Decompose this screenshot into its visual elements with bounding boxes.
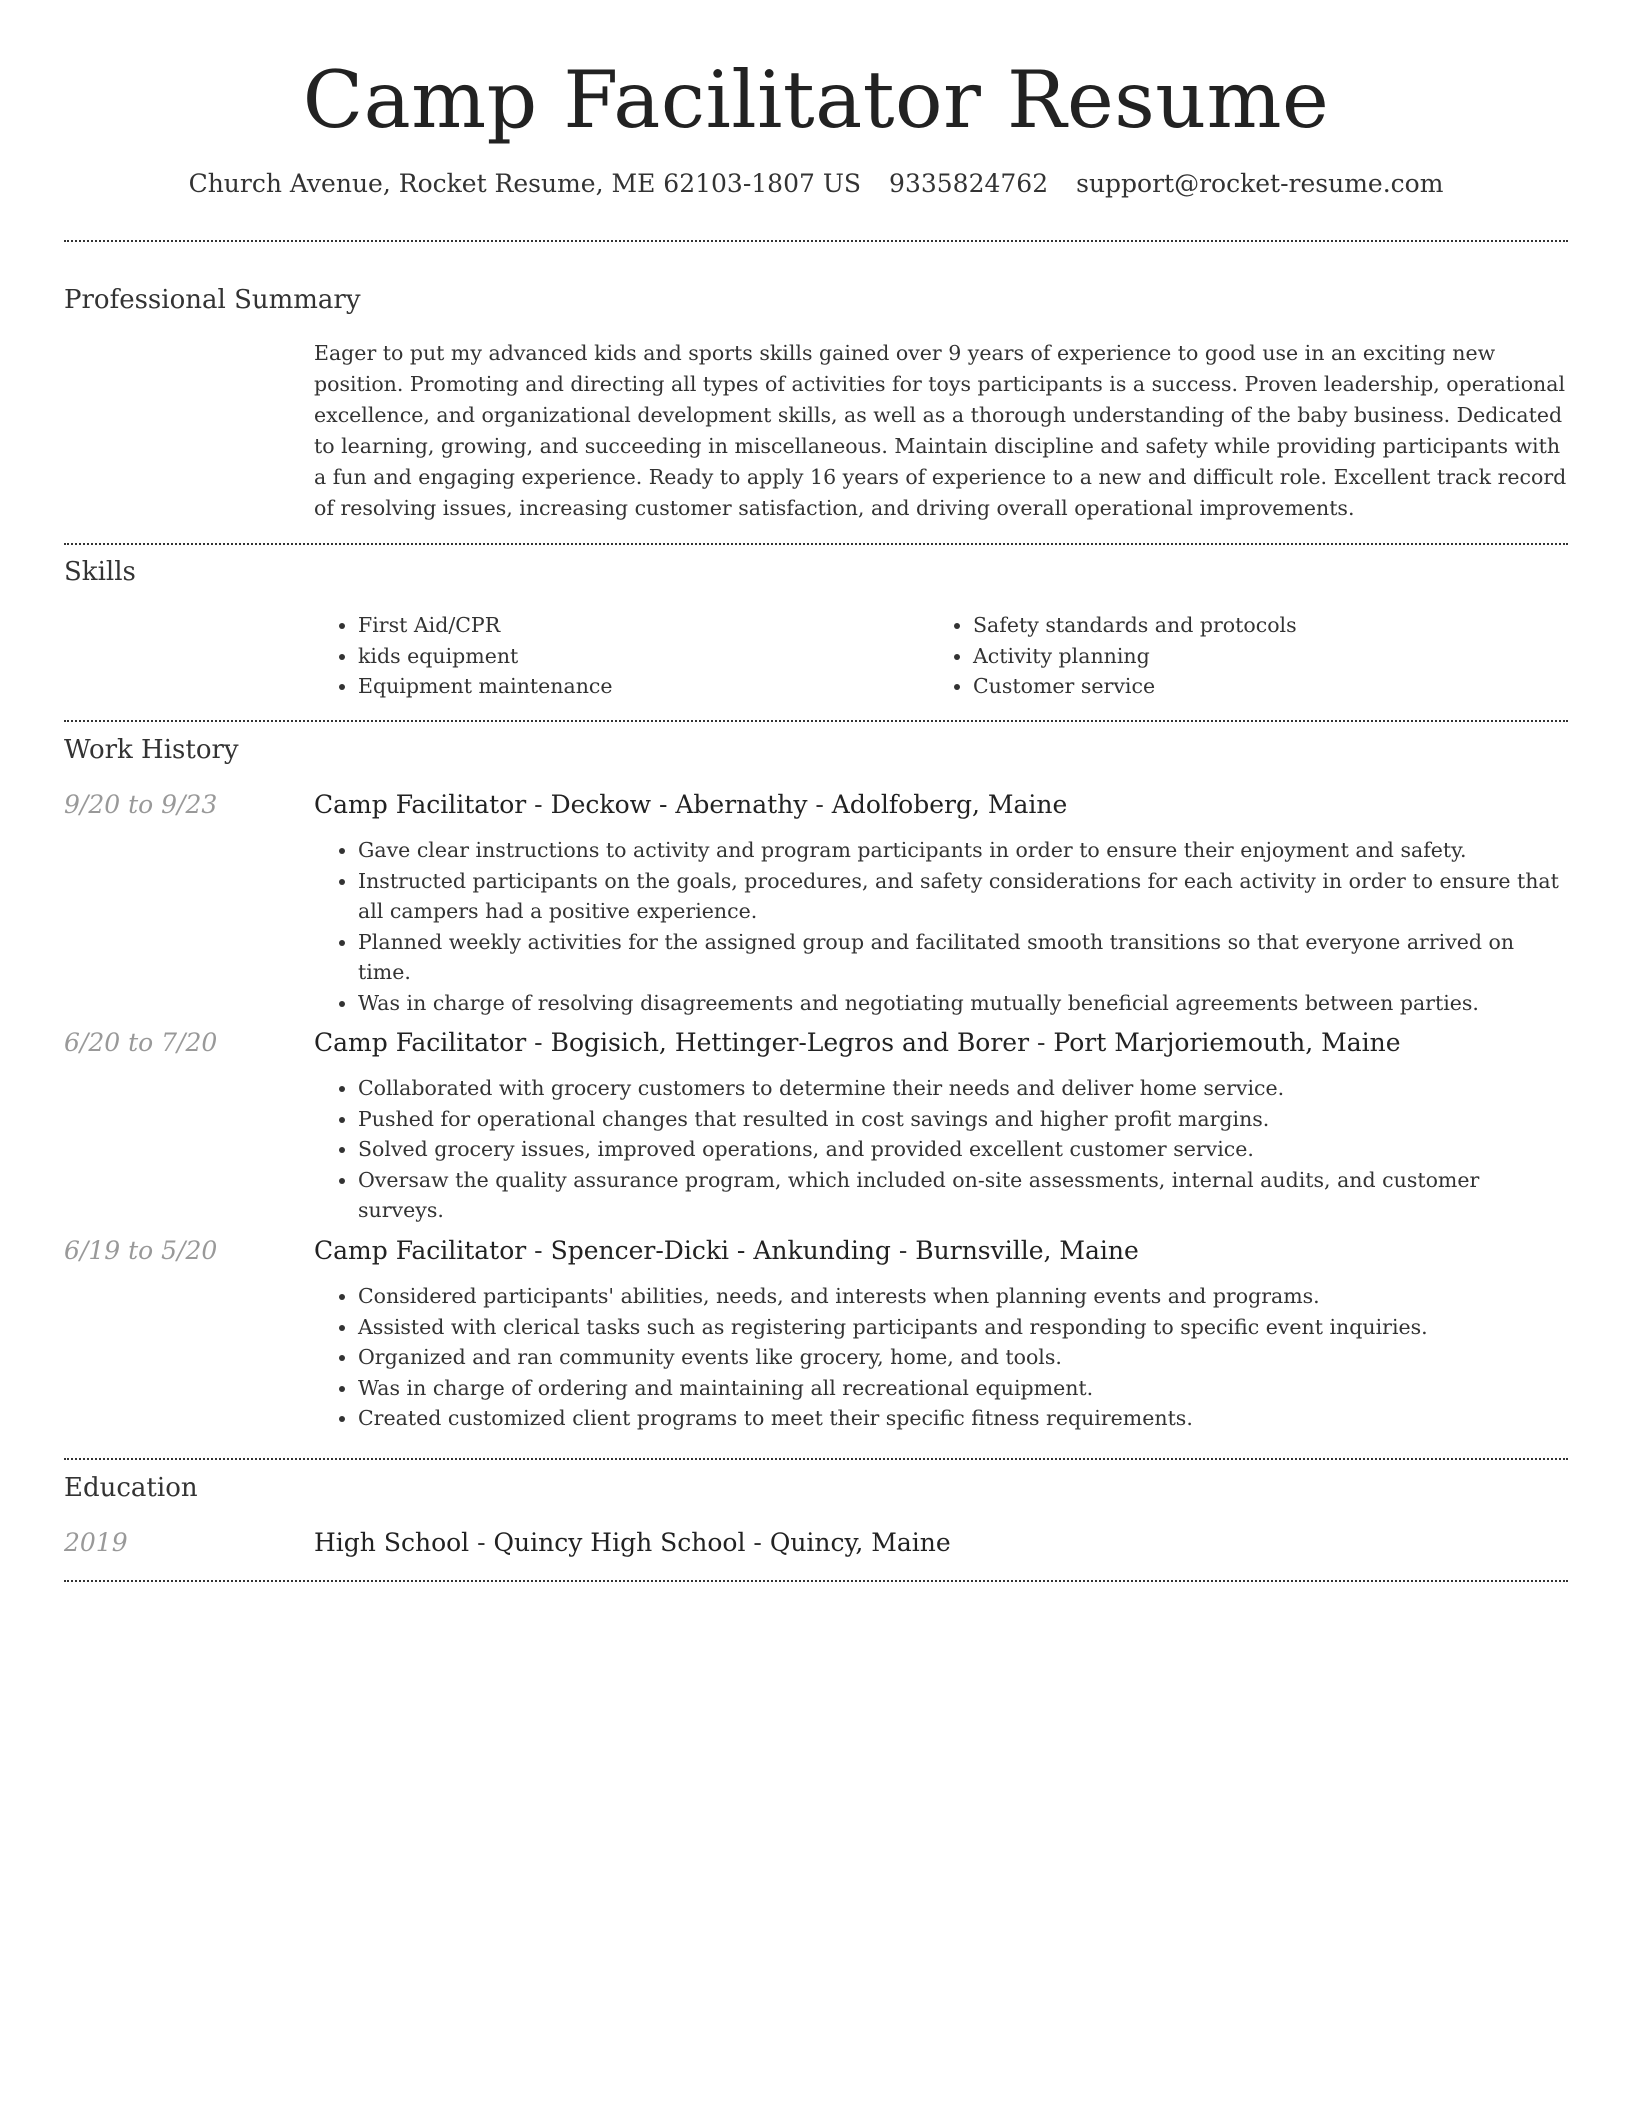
education-section xyxy=(64,1470,1568,1557)
contact-email: support@rocket-resume.com xyxy=(1076,169,1444,198)
skills-column-left xyxy=(314,610,914,702)
summary-body xyxy=(314,338,1568,524)
separator: - xyxy=(890,1236,916,1265)
job-location: Burnsville, Maine xyxy=(915,1236,1139,1265)
skill-item: • Customer service xyxy=(973,671,1529,702)
job-location: Port Marjoriemouth, Maine xyxy=(1053,1028,1401,1057)
education-degree: High School xyxy=(314,1528,470,1557)
summary-section xyxy=(64,282,1568,520)
skills-column-right xyxy=(929,610,1529,702)
job-dates: 6/19 to 5/20 xyxy=(64,1236,218,1265)
skill-item: • kids equipment xyxy=(358,641,914,672)
skills-heading: Skills xyxy=(64,557,136,587)
job-title: Camp Facilitator xyxy=(314,1028,527,1057)
job-entry xyxy=(314,1234,1568,1434)
job-dates: 6/20 to 7/20 xyxy=(64,1028,218,1057)
separator: - xyxy=(526,1028,551,1057)
job-bullet: • Instructed participants on the goals, procedures, and safety considerations for each activity in order to ensure that all campers had a positive experience. xyxy=(358,866,1568,927)
job-entry xyxy=(314,788,1568,1018)
resume-title: Camp Facilitator Resume xyxy=(302,54,1330,146)
job-bullet: • Pushed for operational changes that resulted in cost savings and higher profit margins. xyxy=(358,1104,1568,1135)
separator: - xyxy=(1029,1028,1054,1057)
separator: - xyxy=(526,1236,551,1265)
job-company: Deckow - Abernathy xyxy=(550,790,808,819)
work-history-section xyxy=(64,732,1568,1430)
skill-item: • First Aid/CPR xyxy=(358,610,914,641)
summary-heading: Professional Summary xyxy=(64,285,361,315)
job-header xyxy=(314,788,1568,822)
education-header xyxy=(314,1526,1568,1560)
education-entry xyxy=(314,1526,1568,1560)
job-bullet: • Gave clear instructions to activity and program participants in order to ensure their enjoyment and safety. xyxy=(358,835,1568,866)
job-company: Bogisich, Hettinger-Legros and Borer xyxy=(550,1028,1030,1057)
job-company: Spencer-Dicki - Ankunding xyxy=(550,1236,891,1265)
job-bullet: • Was in charge of resolving disagreements and negotiating mutually beneficial agreements between parties. xyxy=(358,988,1568,1019)
skills-section xyxy=(64,554,1568,698)
job-bullet: • Considered participants' abilities, needs, and interests when planning events and programs. xyxy=(358,1281,1568,1312)
divider xyxy=(64,240,1568,242)
education-heading: Education xyxy=(64,1473,198,1503)
education-year: 2019 xyxy=(64,1528,128,1557)
job-header xyxy=(314,1234,1568,1268)
skill-item: • Activity planning xyxy=(973,641,1529,672)
job-header xyxy=(314,1026,1568,1060)
job-bullet: • Organized and ran community events like grocery, home, and tools. xyxy=(358,1342,1568,1373)
job-location: Adolfoberg, Maine xyxy=(831,790,1068,819)
divider xyxy=(64,1580,1568,1582)
skill-item: • Equipment maintenance xyxy=(358,671,914,702)
resume-header xyxy=(64,52,1568,202)
job-bullet: • Solved grocery issues, improved operations, and provided excellent customer service. xyxy=(358,1134,1568,1165)
divider xyxy=(64,720,1568,722)
separator: - xyxy=(469,1528,494,1557)
job-entry xyxy=(314,1026,1568,1226)
separator: - xyxy=(807,790,832,819)
job-title: Camp Facilitator xyxy=(314,790,527,819)
job-bullet: • Oversaw the quality assurance program, which included on-site assessments, internal audits, and customer surveys. xyxy=(358,1165,1568,1226)
job-dates: 9/20 to 9/23 xyxy=(64,790,218,819)
resume-page xyxy=(64,0,1568,1557)
contact-phone: 9335824762 xyxy=(889,169,1049,198)
contact-address: Church Avenue, Rocket Resume, ME 62103-1807 US xyxy=(188,169,862,198)
job-bullet: • Created customized client programs to meet their specific fitness requirements. xyxy=(358,1403,1568,1434)
divider xyxy=(64,1458,1568,1460)
job-title: Camp Facilitator xyxy=(314,1236,527,1265)
skill-item: • Safety standards and protocols xyxy=(973,610,1529,641)
education-school: Quincy High School xyxy=(493,1528,746,1557)
education-location: Quincy, Maine xyxy=(769,1528,951,1557)
separator: - xyxy=(745,1528,770,1557)
job-bullet: • Assisted with clerical tasks such as registering participants and responding to specific event inquiries. xyxy=(358,1312,1568,1343)
job-bullet: • Was in charge of ordering and maintaining all recreational equipment. xyxy=(358,1373,1568,1404)
summary-text: Eager to put my advanced kids and sports skills gained over 9 years of experience to good use in an exciting new position. Promoting and directing all types of activities for toys participants is a success. Proven leadership, operational excellence, and organizational development skills, as well as a thorough understanding of the baby business. Dedicated to learning, growing, and succeeding in miscellaneous. Maintain discipline and safety while providing participants with a fun and engaging experience. Ready to apply 16 years of experience to a new and difficult role. Excellent track record of resolving issues, increasing customer satisfaction, and driving overall operational improvements. xyxy=(314,341,1567,520)
contact-line xyxy=(64,166,1568,202)
separator: - xyxy=(526,790,551,819)
divider xyxy=(64,543,1568,545)
job-bullet: • Collaborated with grocery customers to determine their needs and deliver home service. xyxy=(358,1073,1568,1104)
work-history-heading: Work History xyxy=(64,735,239,765)
job-bullet: • Planned weekly activities for the assigned group and facilitated smooth transitions so that everyone arrived on time. xyxy=(358,927,1568,988)
